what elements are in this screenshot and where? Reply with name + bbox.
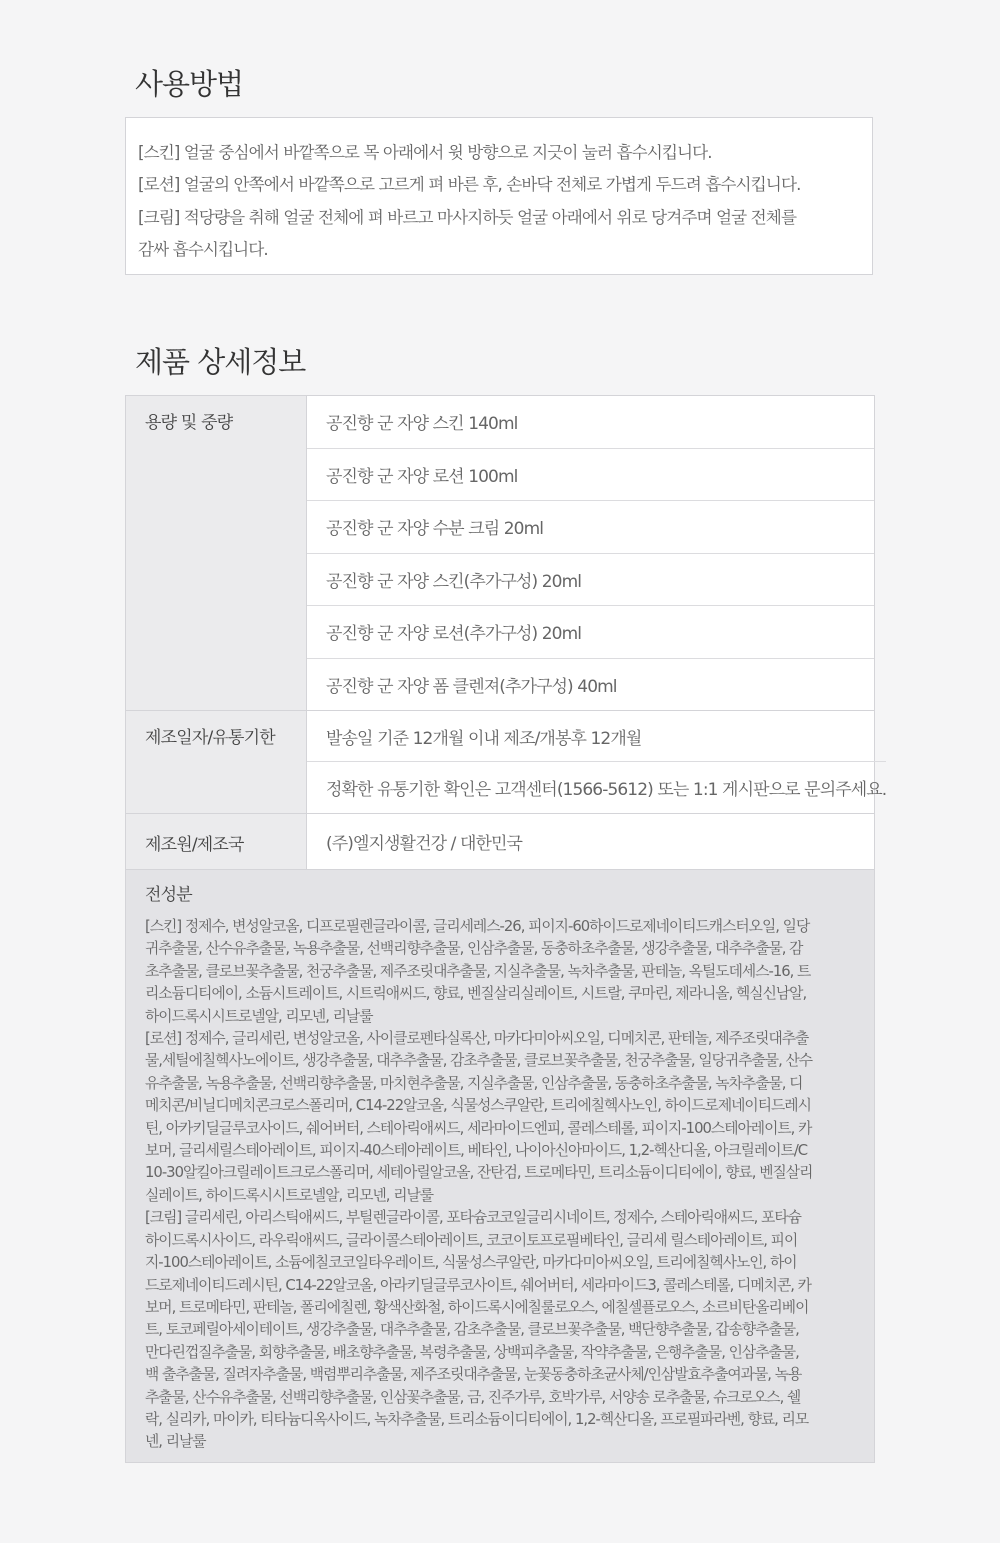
date-item: 정확한 유통기한 확인은 고객센터(1566-5612) 또는 1:1 게시판으로 문의주세요. bbox=[326, 780, 887, 800]
ingredient-line: 백 출추출물, 질려자추출물, 백렴뿌리추출물, 제주조릿대추출물, 눈꽃동충하초균사체/인삼발효추출여과물, 녹용 bbox=[145, 1366, 802, 1384]
ingredient-line: [스킨] 정제수, 변성알코올, 디프로필렌글라이콜, 글리세레스-26, 피이지-60하이드로제네이티드캐스터오일, 일당 bbox=[145, 918, 810, 935]
ingredient-line: 메치콘/비닐디메치콘크로스폴리머, C14-22알코올, 식물성스쿠알란, 트리에칠헥사노인, 하이드로제네이티드레시 bbox=[145, 1097, 811, 1115]
ingredient-line: 하이드록시사이드, 라우릭애씨드, 글라이콜스테아레이트, 코코이토프로필베타인, 글리세 릴스테아레이트, 피이 bbox=[145, 1231, 798, 1249]
volume-item: 공진향 군 자양 폼 클렌져(추가구성) 40ml bbox=[326, 676, 617, 697]
maker-row-group bbox=[126, 814, 874, 870]
usage-line-lotion: [로션] 얼굴의 안쪽에서 바깥쪽으로 고르게 펴 바른 후, 손바닥 전체로 가볍게 두드려 흡수시킵니다. bbox=[138, 175, 801, 195]
ingredient-line: [로션] 정제수, 글리세린, 변성알코올, 사이클로펜타실록산, 마카다미아씨오일, 디메치콘, 판테놀, 제주조릿대추출 bbox=[145, 1030, 809, 1048]
volume-item: 공진향 군 자양 로션(추가구성) 20ml bbox=[307, 606, 874, 659]
ingredient-line: 유추출물, 녹용추출물, 선백리향추출물, 마치현추출물, 지실추출물, 인삼추출물, 동충하초추출물, 녹차추출물, 디 bbox=[145, 1074, 803, 1092]
ingredient-line: 지-100스테아레이트, 소듐에칠코코일타우레이트, 식물성스쿠알란, 마카다미아씨오일, 트리에칠헥사노인, 하이 bbox=[145, 1254, 797, 1272]
date-row-group bbox=[126, 711, 887, 814]
ingredient-line: 추출물, 산수유추출물, 선백리향추출물, 인삼꽃추출물, 금, 진주가루, 호박가루, 서양송 로추출물, 슈크로오스, 쉘 bbox=[145, 1388, 801, 1406]
ingredient-line: 물,세틸에칠헥사노에이트, 생강추출물, 대추추출물, 감초추출물, 클로브꽃추출물, 천궁추출물, 일당귀추출물, 산수 bbox=[145, 1052, 813, 1070]
ingredient-line: 넨, 리날룰 bbox=[145, 1433, 206, 1451]
usage-box bbox=[125, 117, 873, 275]
ingredient-line: 10-30알킬아크릴레이트크로스폴리머, 세테아릴알코올, 잔탄검, 트로메타민, 트리소듐이디티에이, 향료, 벤질살리 bbox=[145, 1164, 813, 1182]
volume-item: 공진향 군 자양 스킨 140ml bbox=[307, 396, 874, 449]
ingredient-line: 드로제네이티드레시틴, C14-22알코올, 아라키딜글루코사이트, 쉐어버터, 세라마이드3, 콜레스테롤, 디메치콘, 카 bbox=[145, 1276, 811, 1294]
detail-section-title: 제품 상세정보 bbox=[135, 345, 306, 379]
volume-values bbox=[307, 396, 874, 710]
ingredient-line: 틴, 아카키딜글루코사이드, 쉐어버터, 스테아릭애씨드, 세라마이드엔피, 콜레스테롤, 피이지-100스테아레이트, 카 bbox=[145, 1119, 812, 1137]
volume-item: 공진향 군 자양 스킨(추가구성) 20ml bbox=[307, 554, 874, 607]
usage-section-title: 사용방법 bbox=[135, 67, 244, 101]
maker-value: (주)엘지생활건강 / 대한민국 bbox=[326, 834, 523, 854]
date-values bbox=[307, 711, 886, 813]
volume-item: 공진향 군 자양 수분 크림 20ml bbox=[307, 501, 874, 554]
ingredient-line: 귀추출물, 산수유추출물, 녹용추출물, 선백리향추출물, 인삼추출물, 동충하초추출물, 생강추출물, 대추추출물, 감 bbox=[145, 940, 803, 958]
ingredients-body bbox=[145, 916, 860, 1454]
volume-label: 용량 및 중량 bbox=[126, 396, 307, 710]
usage-line-cream: [크림] 적당량을 취해 얼굴 전체에 펴 바르고 마사지하듯 얼굴 아래에서 위로 당겨주며 얼굴 전체를 bbox=[138, 207, 797, 227]
volume-row-group bbox=[126, 396, 874, 711]
maker-values bbox=[307, 814, 874, 869]
date-item: 발송일 기준 12개월 이내 제조/개봉후 12개월 bbox=[307, 711, 886, 762]
volume-item: 공진향 군 자양 로션 100ml bbox=[307, 449, 874, 502]
product-detail-table bbox=[125, 395, 887, 1463]
usage-line-skin: [스킨] 얼굴 중심에서 바깥쪽으로 목 아래에서 윗 방향으로 지긋이 눌러 흡수시킵니다. bbox=[138, 143, 712, 162]
usage-line-cream-cont: 감싸 흡수시킵니다. bbox=[138, 239, 268, 259]
maker-label: 제조원/제조국 bbox=[126, 814, 307, 869]
ingredient-line: 락, 실리카, 마이카, 티타늄디옥사이드, 녹차추출물, 트리소듐이디티에이, 1,2-헥산디올, 프로필파라벤, 향료, 리모 bbox=[145, 1410, 809, 1428]
ingredient-line: 트, 토코페릴아세이테이트, 생강추출물, 대추추출물, 감초추출물, 클로브꽃추출물, 백단향추출물, 갑송향추출물, bbox=[145, 1321, 799, 1339]
ingredient-line: 만다린껍질추출물, 회향추출물, 배초향추출물, 복령추출물, 상백피추출물, 작약추출물, 은행추출물, 인삼추출물, bbox=[145, 1343, 799, 1361]
ingredients-section bbox=[126, 870, 874, 1462]
ingredient-line: [크림] 글리세린, 아리스틱애씨드, 부틸렌글라이콜, 포타슘코코일글리시네이트, 정제수, 스테아릭애씨드, 포타슘 bbox=[145, 1209, 801, 1227]
date-label: 제조일자/유통기한 bbox=[126, 711, 307, 813]
ingredient-line: 보머, 글리세릴스테아레이트, 피이지-40스테아레이트, 베타인, 나이아신아마이드, 1,2-헥산디올, 아크릴레이트/C bbox=[145, 1142, 808, 1160]
ingredient-line: 보머, 트로메타민, 판테놀, 폴리에칠렌, 황색산화철, 하이드록시에칠룰로오스, 에칠셀플로오스, 소르비탄올리베이 bbox=[145, 1298, 809, 1316]
ingredient-line: 하이드록시시트로넬알, 리모넨, 리날룰 bbox=[145, 1007, 373, 1025]
ingredient-line: 리소듐디티에이, 소듐시트레이트, 시트릭애씨드, 향료, 벤질살리실레이트, 시트랄, 쿠마린, 제라니올, 헥실신남알, bbox=[145, 985, 807, 1003]
ingredient-line: 실레이트, 하이드록시시트로넬알, 리모넨, 리날룰 bbox=[145, 1186, 434, 1204]
ingredient-line: 초추출물, 클로브꽃추출물, 천궁추출물, 제주조릿대추출물, 지실추출물, 녹차추출물, 판테놀, 옥틸도데세스-16, 트 bbox=[145, 962, 811, 980]
ingredients-title: 전성분 bbox=[145, 885, 192, 905]
